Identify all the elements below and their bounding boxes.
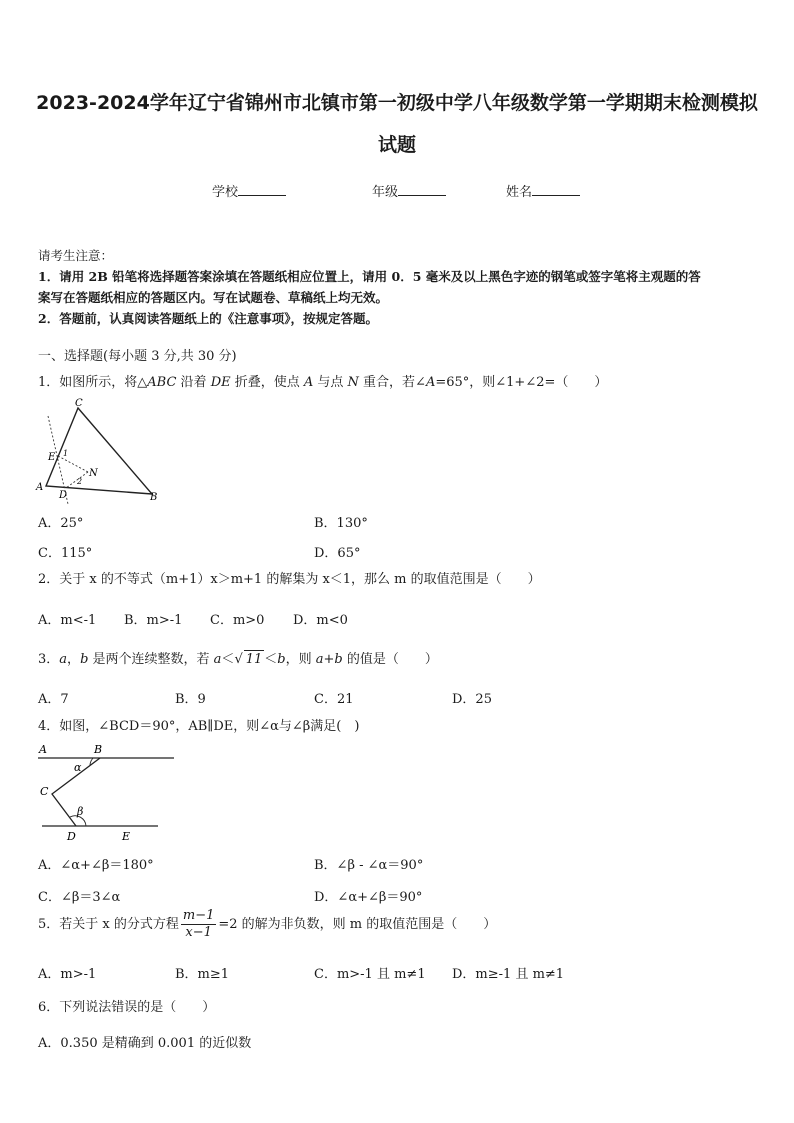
label-d: D [59, 490, 68, 501]
q1-point-n: N [347, 375, 359, 390]
label-b: B [150, 492, 158, 503]
sqrt-sign: √ [234, 652, 243, 667]
notice-heading: 请考生注意： [38, 248, 114, 263]
question-1 [38, 376, 607, 389]
fraction [181, 908, 217, 941]
label-d: D [67, 830, 76, 843]
label-alpha: α [74, 761, 82, 774]
q3-text: ＜ [264, 652, 278, 667]
notice-item-1: 1．请用 2B 铅笔将选择题答案涂填在答题纸相应位置上，请用 0．5 毫米及以上黑色字迹的钢笔或签字笔将主观题的答 [38, 269, 701, 284]
q4-option-b[interactable]: B．∠β - ∠α＝90° [314, 858, 424, 873]
q3-a: a [213, 652, 222, 667]
q2-option-d[interactable]: D．m<0 [293, 613, 348, 628]
q1-option-b[interactable]: B．130° [314, 516, 368, 531]
q3-text: 3． [38, 652, 60, 667]
question-3 [38, 650, 438, 669]
notice-item-1-continued: 案写在答题纸相应的答题区内。写在试题卷、草稿纸上均无效。 [38, 290, 389, 305]
q5-option-c[interactable]: C．m>-1 且 m≠1 [314, 967, 426, 982]
label-n: N [89, 468, 98, 479]
q1-point-a: A [303, 375, 314, 390]
q1-text: 重合，若∠ [358, 375, 426, 390]
question-6: 6．下列说法错误的是（ ） [38, 1000, 216, 1015]
q2-option-b[interactable]: B．m>-1 [124, 613, 183, 628]
question-4: 4．如图，∠BCD＝90°，AB∥DE，则∠α与∠β满足( ) [38, 719, 360, 734]
name-field[interactable] [506, 181, 580, 200]
q5-option-b[interactable]: B．m≥1 [175, 967, 230, 982]
q5-text: 5．若关于 x 的分式方程 [38, 917, 179, 932]
q3-text: ， [67, 652, 81, 667]
school-field[interactable] [212, 181, 286, 200]
q1-text: =65°，则∠1+∠2=（ ） [435, 375, 608, 390]
label-c: C [40, 785, 49, 798]
q1-option-c[interactable]: C．115° [38, 546, 93, 561]
q5-text: =2 的解为非负数，则 m 的取值范围是（ ） [218, 917, 497, 932]
section-heading: 一、选择题(每小题 3 分,共 30 分) [38, 349, 237, 364]
label-a: A [36, 482, 44, 493]
q3-b: b [80, 652, 89, 667]
q1-angle-a: A [425, 375, 436, 390]
q1-abc: ABC [147, 375, 177, 390]
q1-text: 沿着 [176, 375, 211, 390]
grade-label: 年级 [372, 185, 399, 200]
label-a: A [39, 743, 47, 756]
q3-text: 是两个连续整数，若 [88, 652, 214, 667]
q6-option-a[interactable]: A．0.350 是精确到 0.001 的近似数 [38, 1036, 252, 1051]
label-e: E [122, 830, 131, 843]
fold-segment-en [58, 456, 88, 472]
q4-option-d[interactable]: D．∠α+∠β＝90° [314, 890, 423, 905]
q3-sum: a+b [315, 652, 343, 667]
q1-text: 1．如图所示，将△ [38, 375, 148, 390]
label-e: E [48, 452, 56, 463]
school-label: 学校 [212, 185, 239, 200]
school-blank[interactable] [238, 183, 286, 196]
q3-option-a[interactable]: A．7 [38, 692, 69, 707]
fraction-denominator: x−1 [185, 925, 212, 940]
label-angle-2: 2 [77, 477, 83, 486]
q3-option-d[interactable]: D．25 [452, 692, 492, 707]
fraction-numerator: m−1 [182, 908, 215, 923]
label-b: B [94, 743, 103, 756]
triangle-fold-figure [30, 396, 170, 504]
question-2: 2．关于 x 的不等式（m+1）x＞m+1 的解集为 x＜1，那么 m 的取值范围是（ ） [38, 572, 541, 587]
q1-text: 折叠，使点 [230, 375, 304, 390]
grade-field[interactable] [372, 181, 446, 200]
label-c: C [75, 398, 83, 409]
page-title: 2023-2024学年辽宁省锦州市北镇市第一初级中学八年级数学第一学期期末检测模拟 [36, 92, 758, 114]
q3-b: b [277, 652, 286, 667]
q5-option-d[interactable]: D．m≥-1 且 m≠1 [452, 967, 565, 982]
grade-blank[interactable] [398, 183, 446, 196]
q3-a: a [59, 652, 68, 667]
page-title-continued: 试题 [377, 134, 416, 156]
label-angle-1: 1 [63, 449, 69, 458]
q2-option-a[interactable]: A．m<-1 [38, 613, 97, 628]
parallel-lines-figure [34, 738, 174, 846]
q3-text: ＜ [221, 652, 235, 667]
q1-option-d[interactable]: D．65° [314, 546, 361, 561]
q4-option-a[interactable]: A．∠α+∠β＝180° [38, 858, 154, 873]
exam-notice [38, 245, 758, 329]
q3-option-c[interactable]: C．21 [314, 692, 354, 707]
q4-option-c[interactable]: C．∠β＝3∠α [38, 890, 121, 905]
q1-de: DE [210, 375, 231, 390]
q3-text: ，则 [285, 652, 316, 667]
q3-radicand: 11 [245, 652, 263, 667]
q1-text: 与点 [313, 375, 348, 390]
q3-option-b[interactable]: B．9 [175, 692, 206, 707]
q5-option-a[interactable]: A．m>-1 [38, 967, 97, 982]
q1-option-a[interactable]: A．25° [38, 516, 84, 531]
question-5 [38, 908, 496, 942]
name-label: 姓名 [506, 185, 533, 200]
label-beta: β [77, 805, 84, 818]
triangle-abc [46, 408, 152, 494]
q3-text: 的值是（ ） [342, 652, 438, 667]
q2-option-c[interactable]: C．m>0 [210, 613, 265, 628]
notice-item-2: 2．答题前，认真阅读答题纸上的《注意事项》，按规定答题。 [38, 311, 378, 326]
name-blank[interactable] [532, 183, 580, 196]
